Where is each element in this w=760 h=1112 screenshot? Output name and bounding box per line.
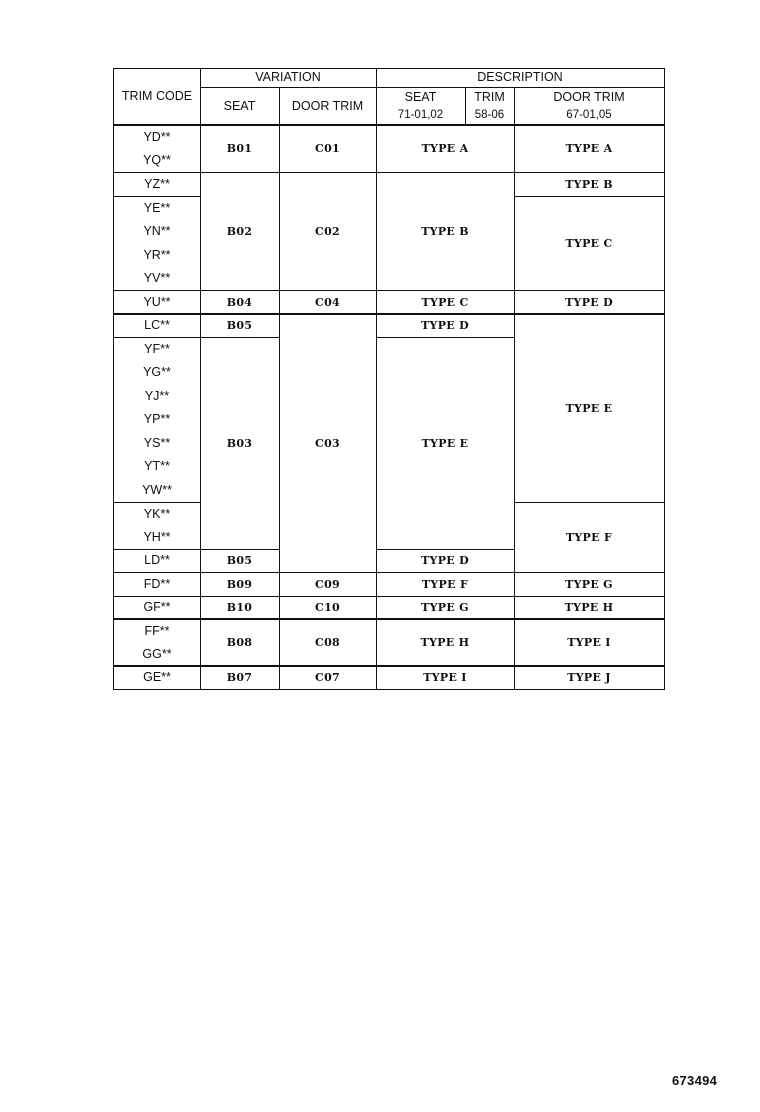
header-trim-code: TRIM CODE [121,89,193,104]
door-trim-cell: C01 [315,142,340,155]
trim-code: GF** [143,600,171,615]
trim-code: YJ** [144,388,170,403]
trim-code-group-11 [114,619,200,666]
desc-door-trim-cell: TYPE J [567,671,611,684]
header-bottom-line [113,124,665,126]
row-line [113,172,665,173]
trim-code-group-6 [114,337,200,502]
header-seat: SEAT [223,98,256,113]
desc-seat-trim-cell: TYPE G [421,601,469,614]
trim-code: YE** [143,200,171,215]
trim-ref-number: 58-06 [474,109,505,121]
desc-door-trim-cell: TYPE G [565,577,613,591]
trim-code: YK** [143,506,171,521]
row-line-thick [113,618,665,620]
door-trim-cell: C08 [315,636,340,649]
trim-code-group-4 [114,290,200,314]
desc-door-trim-cell: TYPE C [565,236,613,250]
document-code: 673494 [672,1073,718,1088]
row-line [113,502,201,503]
table-border-bottom [113,689,665,690]
trim-code-group-8 [114,549,200,572]
desc-seat-trim-cell: TYPE E [421,436,469,450]
seat-cell: B03 [226,436,253,450]
desc-door-trim-cell: TYPE F [565,530,613,544]
door-trim-cell: C02 [315,224,340,238]
desc-seat-trim-cell: TYPE C [421,295,469,309]
desc-seat-trim-cell: TYPE B [421,224,469,238]
seat-cell: B05 [226,554,253,567]
header-seat-trim-divider [465,87,466,125]
door-trim-cell: C10 [315,601,340,614]
trim-code: FD** [143,576,171,591]
desc-seat-trim-cell: TYPE I [423,671,467,684]
trim-code-group-9 [114,572,200,596]
trim-code-group-7 [114,502,200,549]
trim-code: YT** [144,459,170,474]
trim-code: YR** [143,247,171,262]
trim-code: YU** [143,294,171,309]
seat-cell: B04 [226,295,253,309]
desc-door-trim-cell: TYPE D [565,295,613,309]
seat-ref-number: 71-01,02 [397,109,444,121]
trim-code: GG** [142,647,172,661]
desc-door-trim-cell: TYPE H [564,601,614,614]
seat-cell: B01 [226,142,253,155]
header-variation: VARIATION [255,70,321,85]
trim-code: LC** [144,318,170,333]
desc-seat-trim-cell: TYPE H [420,636,470,649]
header-description: DESCRIPTION [477,70,563,85]
header-desc-door-trim: DOOR TRIM 67-01,05 [553,89,625,121]
seat-cell: B05 [226,319,253,332]
row-line [113,196,201,197]
seat-cell: B07 [226,671,253,684]
trim-code: YD** [143,129,171,144]
row-line [514,196,665,197]
desc-seat-trim-cell: TYPE A [421,142,469,155]
row-line [376,337,515,338]
door-trim-cell: C07 [315,671,340,684]
desc-door-trim-cell: TYPE E [565,401,613,415]
trim-code: YZ** [144,176,170,191]
header-door-trim: DOOR TRIM [291,98,364,113]
header-divider [200,87,665,88]
table-border-top [113,68,665,69]
trim-code: YG** [143,365,171,380]
row-line-thick [113,665,665,667]
door-trim-ref-number: 67-01,05 [566,109,612,121]
trim-code: LD** [144,553,170,568]
seat-cell: B08 [226,636,253,649]
row-line-thick [113,313,665,315]
trim-code: YH** [143,530,171,544]
trim-code-group-5 [114,314,200,337]
trim-code: YS** [143,435,171,450]
desc-door-trim-cell: TYPE B [565,177,613,191]
row-line [514,502,665,503]
desc-door-trim-cell: TYPE I [567,636,611,649]
row-line [113,290,665,291]
seat-cell: B09 [226,577,253,591]
trim-code: YV** [143,271,171,285]
trim-code: FF** [144,623,170,638]
desc-seat-trim-cell: TYPE D [421,554,469,567]
header-desc-seat: SEAT 71-01,02 [397,89,444,121]
row-line [113,549,280,550]
desc-seat-trim-cell: TYPE F [421,577,469,591]
door-trim-cell: C03 [315,436,340,450]
trim-code: YN** [143,224,171,238]
header-desc-trim: TRIM 58-06 [474,89,505,121]
desc-seat-trim-cell: TYPE D [421,319,469,332]
trim-code: YP** [143,412,171,427]
trim-code-group-3 [114,196,200,290]
seat-cell: B02 [226,224,253,238]
trim-code-group-10 [114,596,200,619]
door-trim-cell: C09 [315,577,340,591]
trim-code: YW** [142,482,172,497]
row-line [113,596,665,597]
seat-cell: B10 [226,601,253,614]
trim-code: GE** [143,670,171,685]
trim-code: YQ** [143,153,171,167]
col-line-4 [514,87,515,690]
door-trim-cell: C04 [315,295,340,309]
desc-door-trim-cell: TYPE A [565,142,613,155]
trim-code: YF** [144,341,170,356]
col-line-2 [279,87,280,690]
row-line [113,337,280,338]
row-line [113,572,665,573]
row-line [376,549,515,550]
trim-code-group-1 [114,125,200,172]
trim-code-group-12 [114,666,200,689]
trim-code-group-2 [114,172,200,196]
